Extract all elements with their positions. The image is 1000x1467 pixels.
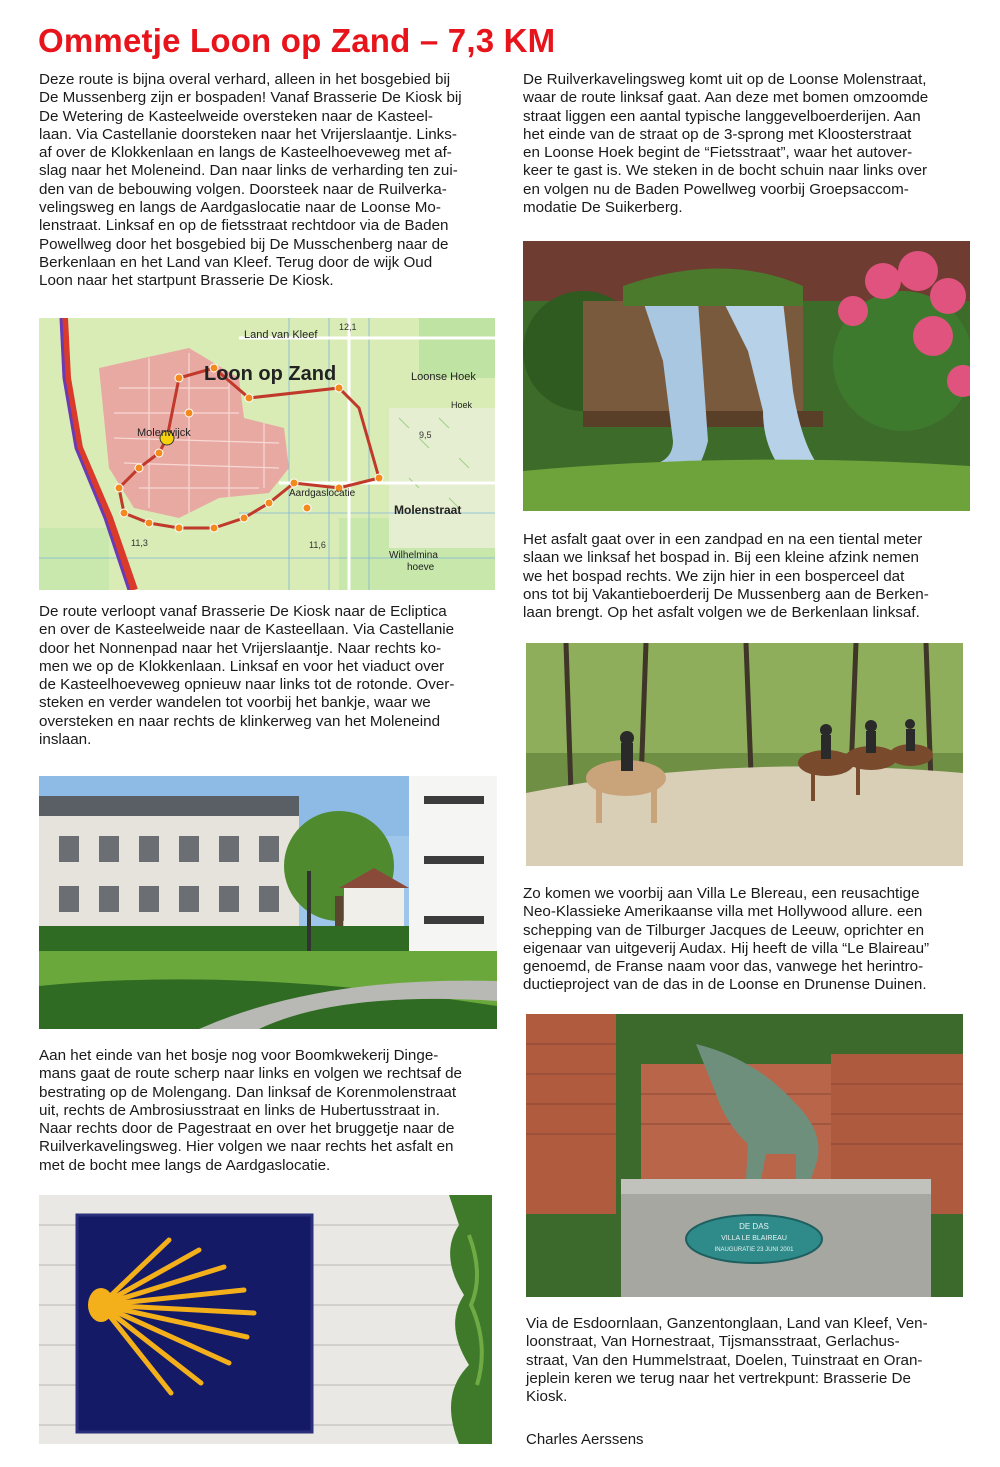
- route-map: [39, 318, 495, 590]
- map-label-loonse-hoek: Loonse Hoek: [411, 371, 476, 383]
- plaque-line-3: INAUGURATIE 23 JUNI 2001: [714, 1247, 794, 1253]
- map-label-aardgaslocatie: Aardgaslocatie: [289, 488, 356, 499]
- map-label-molenwijck: Molenwijck: [137, 427, 191, 439]
- map-label-elevation: 11,6: [309, 540, 326, 550]
- map-label-hoeve: hoeve: [407, 562, 435, 573]
- villa-paragraph: Zo komen we voorbij aan Villa Le Blereau, een reusachtige Neo-Klassieke Amerikaanse villa met Hollywood allure. een schepping van de Tilburger Jacques de Leeuw, oprichter en eigenaar van uitgeverij Audax. Hij heeft de villa “Le Blaireau” genoemd, de Franse naam voor das, vanwege het herintro- ductieproject van de das in de Loonse en Drunense Duinen.: [523, 885, 930, 994]
- map-label-elevation: 12,1: [339, 322, 357, 332]
- intro-paragraph: Deze route is bijna overal verhard, alleen in het bosgebied bij De Mussenberg zijn er bospaden! Vanaf Brasserie De Kiosk bij De Wetering de Kasteelweide oversteken naar de Kasteel- laan. Via Castellanie doorsteken naar het Vrijerslaantje. Links- af over de Klokkenlaan en langs de Kasteelhoeveweg met af- slag naar het Moleneind. Dan naar links de verharding ten zui- den van de bebouwing volgen. Doorsteek naar de Ruilverka- velingsweg en langs de Aardgaslocatie naar de Loonse Mo- lenstraat. Linksaf en op de fietsstraat rechtdoor via de Baden Powellweg door het bosgebied bij De Musschenberg naar de Berkenlaan en het Land van Kleef. Terug door de wijk Oud Loon naar het startpunt Brasserie De Kiosk.: [39, 71, 462, 290]
- map-label-wilhelmina: Wilhelmina: [389, 550, 438, 561]
- route-start-paragraph: De route verloopt vanaf Brasserie De Kiosk naar de Ecliptica en over de Kasteelweide naar de Kasteellaan. Via Castellanie door het Nonnenpad naar het Vrijerslaantje. Naar rechts ko- men we op de Klokkenlaan. Linksaf en voor het viaduct over de Kasteelhoeveweg opnieuw naar links tot de rotonde. Over- steken en verder wandelen tot voorbij het bankje, waar we oversteken en naar rechts de klinkerweg van het Moleneind inslaan.: [39, 603, 455, 749]
- photo-apartments: [39, 776, 497, 1029]
- map-label-hoek: Hoek: [451, 400, 473, 410]
- photo-badger-statue: [526, 1014, 963, 1297]
- photo-jeans-bench: [523, 241, 970, 511]
- map-label-town: Loon op Zand: [204, 363, 337, 385]
- map-label-land-van-kleef: Land van Kleef: [244, 329, 318, 341]
- plaque-line-2: VILLA LE BLAIREAU: [721, 1235, 787, 1242]
- page-title: Ommetje Loon op Zand – 7,3 KM: [38, 22, 556, 59]
- bosje-paragraph: Aan het einde van het bosje nog voor Boomkwekerij Dinge- mans gaat de route scherp naar links en volgen we rechtsaf de bestrating op de Molengang. Dan linksaf de Korenmolenstraat uit, rechts de Ambrosiusstraat en links de Hubertusstraat in. Naar rechts door de Pagestraat en over het bruggetje naar de Ruilverkavelingsweg. Hier volgen we naar rechts het asfalt en met de bocht mee langs de Aardgaslocatie.: [39, 1047, 462, 1174]
- map-label-elevation: 9,5: [419, 430, 432, 440]
- photo-horse-riders: [526, 643, 963, 866]
- plaque-line-1: DE DAS: [739, 1222, 769, 1231]
- asfalt-paragraph: Het asfalt gaat over in een zandpad en na een tiental meter slaan we linksaf het bospad in. Bij een kleine afzink nemen we het bospad rechts. We zijn hier in een bosperceel dat ons tot bij Vakantieboerderij De Mussenberg aan de Berken- laan brengt. Op het asfalt volgen we de Berkenlaan linksaf.: [523, 531, 929, 622]
- map-label-elevation: 11,3: [131, 538, 148, 548]
- author-signature: Charles Aerssens: [526, 1431, 644, 1448]
- ruilverkaveling-paragraph: De Ruilverkavelingsweg komt uit op de Loonse Molenstraat, waar de route linksaf gaat. Aan deze met bomen omzoomde straat liggen een aantal typische langgevelboerderijen. Aan het einde van de straat op de 3-sprong met Kloosterstraat en Loonse Hoek begint de “Fietsstraat”, waar het autover- keer te gast is. We steken in de bocht schuin naar links over en volgen nu de Baden Powellweg voorbij Groepsaccom- modatie De Suikerberg.: [523, 71, 929, 217]
- photo-scallop-tile: [39, 1195, 492, 1444]
- terug-paragraph: Via de Esdoornlaan, Ganzentonglaan, Land van Kleef, Ven- loonstraat, Van Hornestraat, Tijsmansstraat, Gerlachus- straat, Van den Hummelstraat, Doelen, Tuinstraat en Oran- jeplein keren we terug naar het vertrekpunt: Brasserie De Kiosk.: [526, 1315, 928, 1406]
- map-label-molenstraat: Molenstraat: [394, 503, 462, 517]
